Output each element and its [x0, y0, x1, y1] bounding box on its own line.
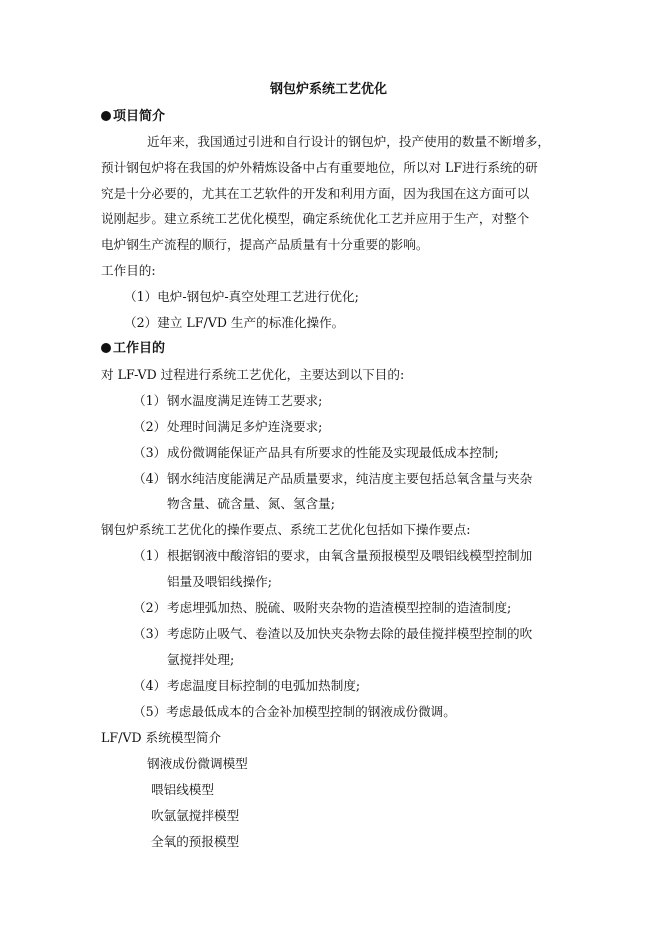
- list-item: [133, 678, 360, 694]
- item-number: （1）: [133, 393, 167, 408]
- heading-text: 工作目的: [113, 341, 166, 356]
- paragraph-line: 电炉钢生产流程的顺行，提高产品质量有十分重要的影响。: [101, 237, 429, 252]
- item-number: （4）: [133, 471, 167, 486]
- item-text: 考虑埋弧加热、脱硫、吸附夹杂物的造渣模型控制的造渣制度;: [167, 600, 512, 615]
- model-item: 钢液成份微调模型: [147, 756, 248, 771]
- item-text: 根据钢液中酸溶铝的要求，由氧含量预报模型及喂铝线模型控制加: [167, 548, 533, 563]
- goal-intro: 对 LF-VD 过程进行系统工艺优化，主要达到以下目的:: [101, 367, 405, 382]
- item-number: （3）: [133, 445, 167, 460]
- item-text: 钢水纯洁度能满足产品质量要求，纯洁度主要包括总氧含量与夹杂: [167, 471, 533, 486]
- goal-label: 工作目的:: [101, 263, 156, 278]
- list-item: [133, 393, 322, 409]
- heading-text: 项目简介: [113, 109, 166, 124]
- list-item: [133, 471, 532, 487]
- bullet-icon: [101, 111, 111, 121]
- list-item: （5）考虑最低成本的合金补加模型控制的钢液成份微调。: [133, 704, 456, 719]
- item-text: 处理时间满足多炉连浇要求;: [167, 419, 323, 434]
- item-number: （2）: [133, 600, 167, 615]
- item-text: 钢水温度满足连铸工艺要求;: [167, 393, 323, 408]
- paragraph-line: 近年来，我国通过引进和自行设计的钢包炉，投产使用的数量不断增多，: [147, 134, 550, 149]
- ops-intro: 钢包炉系统工艺优化的操作要点、系统工艺优化包括如下操作要点:: [101, 522, 471, 537]
- models-label: LF/VD 系统模型简介: [101, 730, 222, 745]
- list-item: [133, 600, 511, 616]
- section-heading-work-goal: [101, 341, 165, 357]
- item-number: （1）: [133, 548, 167, 563]
- item-text: 考虑温度目标控制的电弧加热制度;: [167, 678, 361, 693]
- list-item: [133, 445, 499, 461]
- goal-item: （1）电炉-钢包炉-真空处理工艺进行优化;: [124, 289, 359, 304]
- section-heading-project-intro: [101, 109, 165, 125]
- model-item: 吹氩氩搅拌模型: [151, 808, 240, 823]
- paragraph-line: 究是十分必要的，尤其在工艺软件的开发和利用方面，因为我国在这方面可以: [101, 186, 530, 201]
- list-item-continuation: 物含量、硫含量、氮、氢含量;: [167, 496, 335, 511]
- model-item: 喂铝线模型: [151, 782, 214, 797]
- bullet-icon: [101, 343, 111, 353]
- list-item: [133, 548, 532, 564]
- list-item: [133, 419, 322, 435]
- item-number: （4）: [133, 678, 167, 693]
- list-item-continuation: 氩搅拌处理;: [167, 652, 235, 667]
- item-number: （2）: [133, 419, 167, 434]
- list-item: [133, 626, 532, 642]
- paragraph-line: 说刚起步。建立系统工艺优化模型，确定系统优化工艺并应用于生产，对整个: [101, 211, 530, 226]
- item-text: 考虑防止吸气、卷渣以及加快夹杂物去除的最佳搅拌模型控制的吹: [167, 626, 533, 641]
- item-number: （3）: [133, 626, 167, 641]
- document-title: 钢包炉系统工艺优化: [270, 82, 388, 97]
- paragraph-line: 预计钢包炉将在我国的炉外精炼设备中占有重要地位，所以对 LF进行系统的研: [101, 160, 538, 175]
- item-text: 成份微调能保证产品具有所要求的性能及实现最低成本控制;: [167, 445, 499, 460]
- list-item-continuation: 铝量及喂铝线操作;: [167, 574, 272, 589]
- model-item: 全氧的预报模型: [151, 834, 240, 849]
- goal-item: （2）建立 LF/VD 生产的标准化操作。: [124, 315, 345, 330]
